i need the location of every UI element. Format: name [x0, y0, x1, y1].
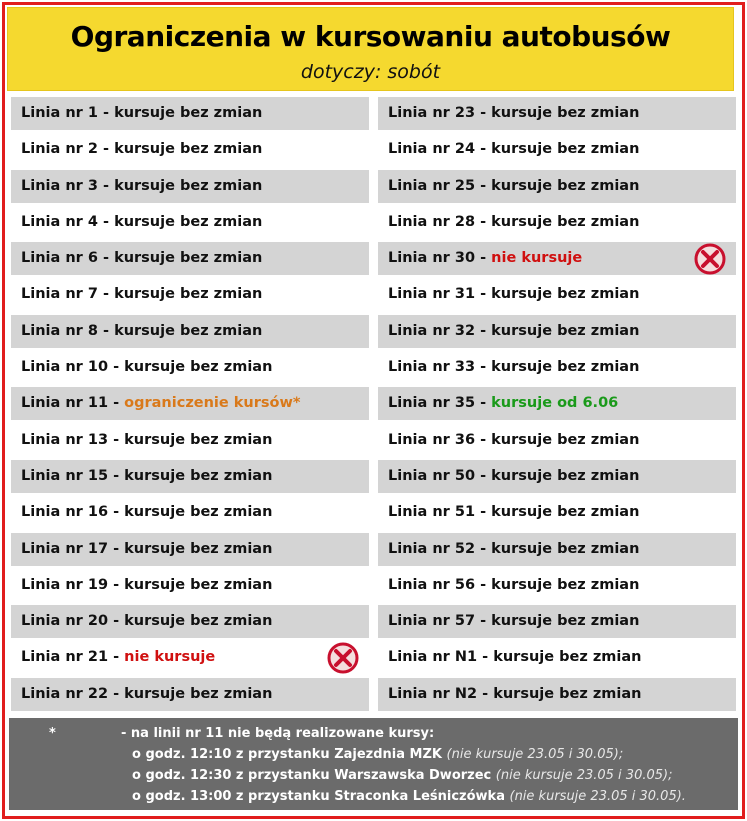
line-status: kursuje bez zmian — [491, 504, 640, 521]
line-label: Linia nr 7 - — [21, 286, 115, 303]
line-row — [378, 387, 736, 420]
line-label: Linia nr 56 - — [388, 576, 492, 593]
line-status: kursuje bez zmian — [114, 105, 263, 121]
line-row — [11, 278, 369, 311]
line-label: Linia nr 50 - — [388, 467, 492, 484]
footnote-intro: - na linii nr 11 nie będą realizowane kursy: — [121, 726, 435, 741]
line-status: kursuje bez zmian — [114, 322, 263, 339]
line-label: Linia nr 22 - — [21, 685, 125, 702]
line-label: Linia nr 8 - — [21, 322, 115, 339]
line-status: ograniczenie kursów* — [124, 395, 301, 412]
line-status: kursuje bez zmian — [124, 613, 273, 630]
line-row — [378, 97, 736, 130]
line-row — [378, 678, 736, 711]
line-label: Linia nr 4 - — [21, 213, 115, 230]
line-row — [378, 605, 736, 638]
line-status: nie kursuje — [124, 649, 216, 666]
line-label: Linia nr 57 - — [388, 613, 492, 630]
line-row — [11, 641, 369, 674]
line-row — [11, 133, 369, 166]
header-banner — [7, 7, 734, 91]
line-row — [378, 569, 736, 602]
line-status: kursuje bez zmian — [124, 504, 273, 521]
line-row — [378, 533, 736, 566]
line-label: Linia nr 21 - — [21, 649, 125, 666]
line-status: kursuje bez zmian — [114, 213, 263, 230]
line-label: Linia nr 28 - — [388, 213, 492, 230]
line-label: Linia nr 10 - — [21, 359, 125, 376]
footnote-marker: * — [49, 726, 56, 741]
line-status: kursuje bez zmian — [491, 177, 640, 194]
lines-column-right — [378, 97, 736, 714]
line-row — [11, 206, 369, 239]
line-status: kursuje bez zmian — [493, 685, 642, 702]
line-label: Linia nr 32 - — [388, 322, 492, 339]
line-status: kursuje bez zmian — [124, 685, 273, 702]
footnote-item-remark: (nie kursuje 23.05 i 30.05); — [495, 768, 673, 783]
footnote-item-text: o godz. 12:30 z przystanku Warszawska Dworzec — [132, 768, 496, 783]
line-label: Linia nr 51 - — [388, 504, 492, 521]
line-status: kursuje bez zmian — [491, 540, 640, 557]
line-row — [11, 242, 369, 275]
line-row — [11, 569, 369, 602]
line-row — [378, 351, 736, 384]
footnote-item-text: o godz. 12:10 z przystanku Zajezdnia MZK — [132, 747, 447, 762]
line-status: kursuje bez zmian — [124, 467, 273, 484]
line-row — [378, 170, 736, 203]
line-status: kursuje bez zmian — [124, 431, 273, 448]
line-status: kursuje bez zmian — [491, 286, 640, 303]
line-status: kursuje bez zmian — [114, 141, 263, 158]
line-status: kursuje bez zmian — [114, 250, 263, 267]
line-row — [378, 496, 736, 529]
line-label: Linia nr N2 - — [388, 685, 494, 702]
line-label: Linia nr 17 - — [21, 540, 125, 557]
line-label: Linia nr 36 - — [388, 431, 492, 448]
line-status: kursuje bez zmian — [491, 105, 640, 121]
footnote-item — [132, 747, 623, 762]
line-label: Linia nr 3 - — [21, 177, 115, 194]
line-status: kursuje bez zmian — [493, 649, 642, 666]
line-label: Linia nr 19 - — [21, 576, 125, 593]
line-row — [11, 605, 369, 638]
line-label: Linia nr 20 - — [21, 613, 125, 630]
line-status: kursuje bez zmian — [491, 576, 640, 593]
line-status: kursuje bez zmian — [491, 322, 640, 339]
line-status: nie kursuje — [491, 250, 583, 267]
line-label: Linia nr 31 - — [388, 286, 492, 303]
footnote-item-text: o godz. 13:00 z przystanku Straconka Leśniczówka — [132, 789, 510, 804]
line-row — [378, 133, 736, 166]
line-row — [11, 97, 369, 130]
line-row — [378, 424, 736, 457]
line-status: kursuje bez zmian — [114, 177, 263, 194]
line-label: Linia nr 2 - — [21, 141, 115, 158]
line-status: kursuje bez zmian — [491, 213, 640, 230]
line-status: kursuje od 6.06 — [491, 395, 619, 412]
cancel-x-icon — [694, 243, 726, 275]
line-row — [378, 242, 736, 275]
line-row — [378, 278, 736, 311]
footnote-item — [132, 789, 686, 804]
line-status: kursuje bez zmian — [491, 467, 640, 484]
line-label: Linia nr 15 - — [21, 467, 125, 484]
line-row — [11, 315, 369, 348]
line-row — [11, 533, 369, 566]
line-row — [378, 460, 736, 493]
line-label: Linia nr 13 - — [21, 431, 125, 448]
line-row — [11, 170, 369, 203]
line-row — [378, 206, 736, 239]
line-label: Linia nr 30 - — [388, 250, 492, 267]
line-row — [11, 678, 369, 711]
footnote-item-remark: (nie kursuje 23.05 i 30.05); — [446, 747, 624, 762]
line-status: kursuje bez zmian — [491, 613, 640, 630]
line-label: Linia nr 24 - — [388, 141, 492, 158]
line-status: kursuje bez zmian — [491, 431, 640, 448]
line-status: kursuje bez zmian — [491, 359, 640, 376]
line-status: kursuje bez zmian — [124, 540, 273, 557]
line-row — [11, 496, 369, 529]
line-row — [11, 351, 369, 384]
line-label: Linia nr 16 - — [21, 504, 125, 521]
footnote-item — [132, 768, 672, 783]
line-status: kursuje bez zmian — [491, 141, 640, 158]
line-label: Linia nr 23 - — [388, 105, 492, 121]
line-row — [378, 641, 736, 674]
line-label: Linia nr 33 - — [388, 359, 492, 376]
line-status: kursuje bez zmian — [124, 576, 273, 593]
lines-column-left — [11, 97, 369, 714]
line-label: Linia nr 6 - — [21, 250, 115, 267]
line-row — [11, 460, 369, 493]
line-row — [378, 315, 736, 348]
line-label: Linia nr 35 - — [388, 395, 492, 412]
line-row — [11, 424, 369, 457]
footnote-item-remark: (nie kursuje 23.05 i 30.05). — [509, 789, 686, 804]
cancel-x-icon — [327, 642, 359, 674]
line-label: Linia nr N1 - — [388, 649, 494, 666]
line-label: Linia nr 1 - — [21, 105, 115, 121]
page-title: Ograniczenia w kursowaniu autobusów — [70, 20, 671, 53]
line-status: kursuje bez zmian — [124, 359, 273, 376]
line-label: Linia nr 25 - — [388, 177, 492, 194]
line-status: kursuje bez zmian — [114, 286, 263, 303]
line-row — [11, 387, 369, 420]
line-label: Linia nr 11 - — [21, 395, 125, 412]
page-subtitle: dotyczy: sobót — [300, 61, 441, 83]
line-label: Linia nr 52 - — [388, 540, 492, 557]
footnote-box — [9, 718, 738, 810]
